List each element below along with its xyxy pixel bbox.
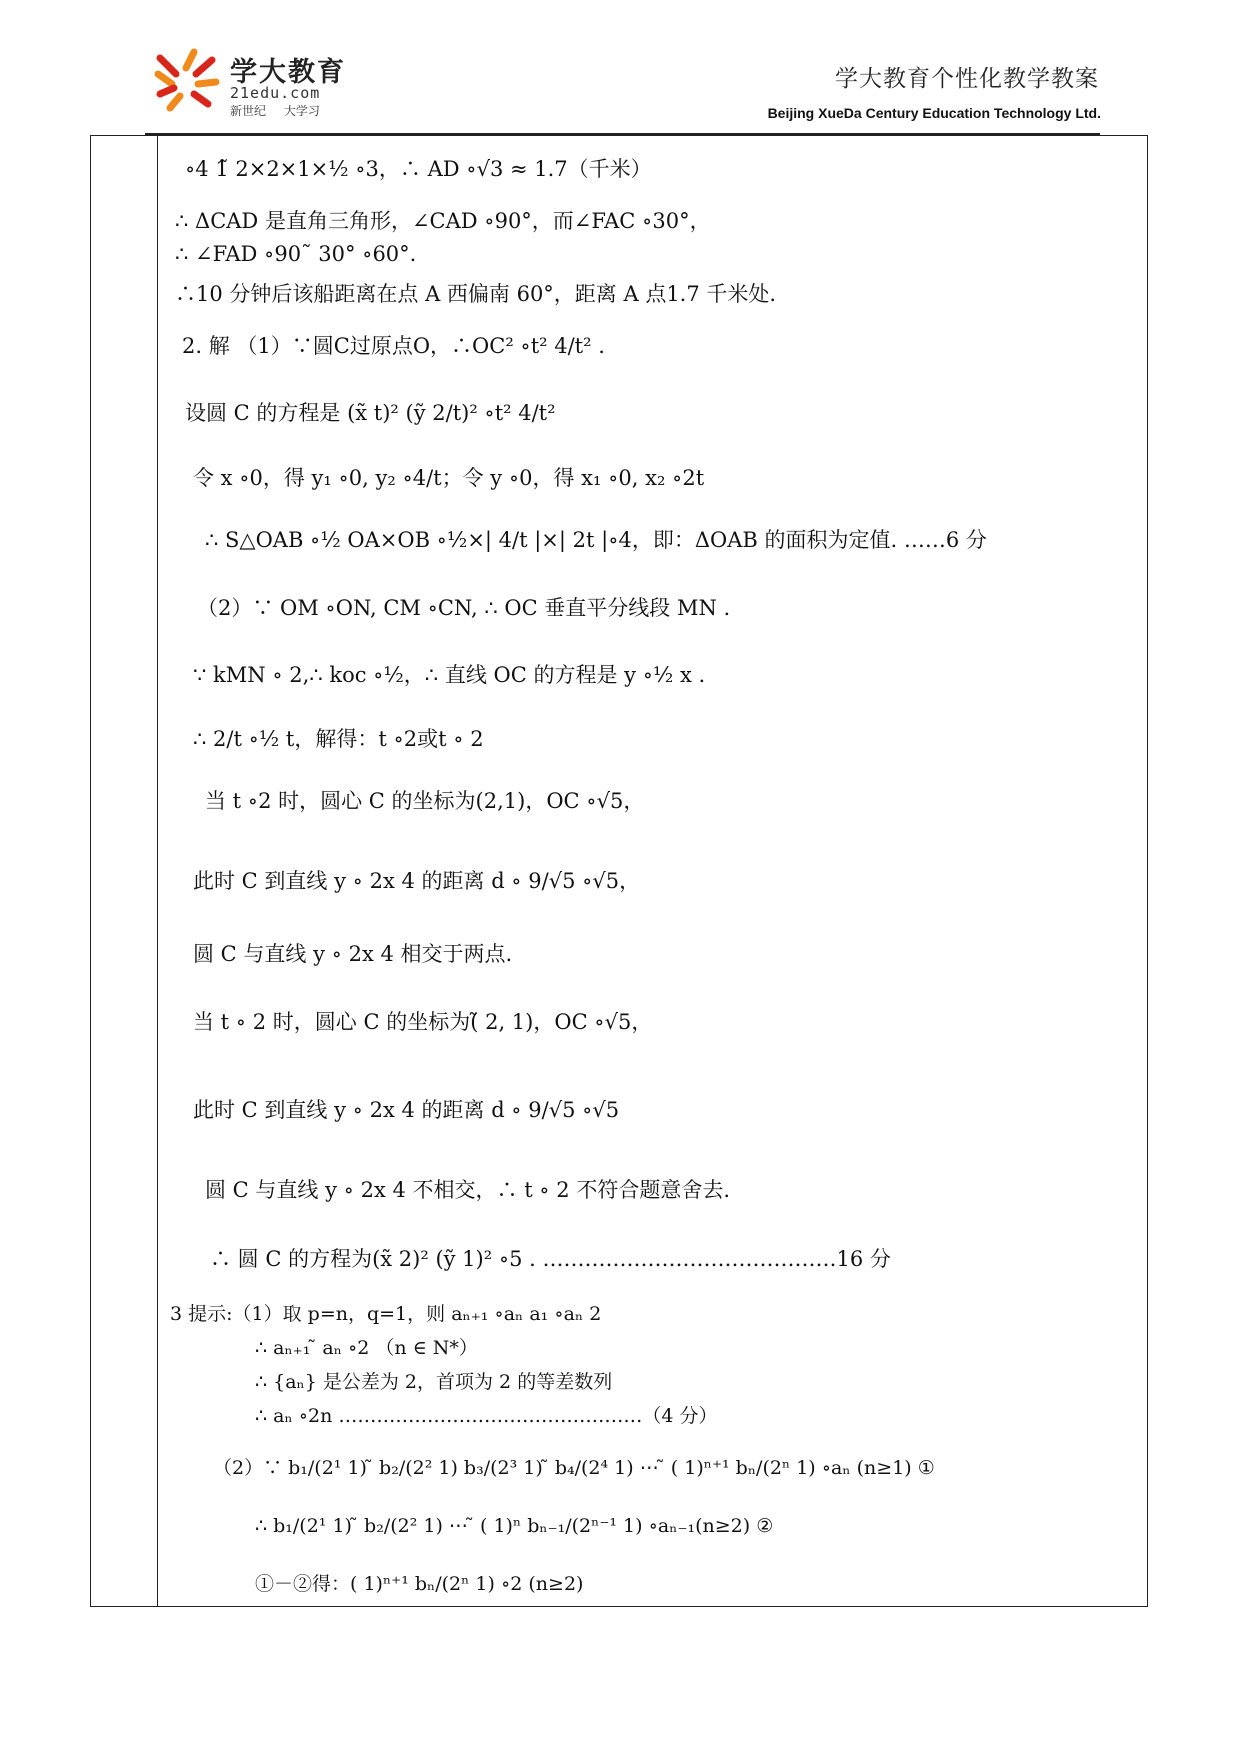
solution-line: ∴ 2/t ∘½ t，解得：t ∘2或t ∘ 2 <box>193 727 484 751</box>
solution-line: 圆 C 与直线 y ∘ 2x 4 相交于两点. <box>193 942 513 966</box>
solution-line: ∘4 1̃ 2×2×1×½ ∘3，∴ AD ∘√3 ≈ 1.7（千米） <box>185 157 652 181</box>
solution-line: 当 t ∘ 2 时，圆心 C 的坐标为(̃ 2, 1)，OC ∘√5， <box>193 1010 653 1034</box>
solution-line: ∴ {aₙ} 是公差为 2，首项为 2 的等差数列 <box>255 1371 613 1393</box>
logo-url: 21edu.com <box>230 84 321 102</box>
solution-line: （2）∵ b₁/(2¹ 1) ̃ b₂/(2² 1) b₃/(2³ 1) ̃ b₄/(2⁴ 1) ⋯ ̃ ( 1)ⁿ⁺¹ bₙ/(2ⁿ 1) ∘aₙ (n≥1) ① <box>213 1457 935 1479</box>
page-header <box>0 0 1241 140</box>
solution-line: ∴10 分钟后该船距离在点 A 西偏南 60°，距离 A 点1.7 千米处. <box>175 282 777 306</box>
solution-line: ∴ 圆 C 的方程为(x̃ 2)² (ỹ 1)² ∘5 . ……………………………………16 分 <box>210 1247 891 1271</box>
solution-line: ∴ ∠FAD ∘90˜ 30° ∘60°. <box>175 242 417 266</box>
solution-line: 令 x ∘0，得 y₁ ∘0, y₂ ∘4/t；令 y ∘0，得 x₁ ∘0, x₂ ∘2t <box>193 466 705 490</box>
solution-line: ∴ ΔCAD 是直角三角形，∠CAD ∘90°，而∠FAC ∘30°， <box>175 209 711 233</box>
solution-line: ∴ aₙ₊₁ ̃ aₙ ∘2 （n ∈ N*） <box>255 1337 478 1359</box>
xueda-logo-mark-icon <box>150 44 222 116</box>
solution-line: ∴ aₙ ∘2n …………………………………………（4 分） <box>255 1405 718 1427</box>
xueda-logo <box>150 44 360 124</box>
solution-line: ①－②得：( 1)ⁿ⁺¹ bₙ/(2ⁿ 1) ∘2 (n≥2) <box>255 1573 584 1595</box>
solution-line: （2）∵ OM ∘ON, CM ∘CN, ∴ OC 垂直平分线段 MN . <box>197 596 731 620</box>
logo-name: 学大教育 <box>230 57 346 88</box>
solution-line: ∴ S△OAB ∘½ OA×OB ∘½×| 4/t |×| 2t |∘4，即：ΔOAB 的面积为定值. ……6 分 <box>205 528 987 552</box>
solution-line: ∵ kMN ∘ 2,∴ koc ∘½，∴ 直线 OC 的方程是 y ∘½ x . <box>193 663 706 687</box>
solution-line: 此时 C 到直线 y ∘ 2x 4 的距离 d ∘ 9/√5 ∘√5 <box>193 1098 620 1122</box>
solution-line: 圆 C 与直线 y ∘ 2x 4 不相交，∴ t ∘ 2 不符合题意舍去. <box>205 1178 730 1202</box>
table-column-divider <box>157 135 158 1607</box>
solution-line: 设圆 C 的方程是 (x̃ t)² (ỹ 2/t)² ∘t² 4/t² <box>185 401 556 425</box>
header-title: 学大教育个性化教学教案 <box>835 66 1099 92</box>
solution-line: 2. 解 （1）∵圆C过原点O，∴OC² ∘t² 4/t² . <box>182 334 605 358</box>
solution-line: 此时 C 到直线 y ∘ 2x 4 的距离 d ∘ 9/√5 ∘√5， <box>193 869 641 893</box>
solution-line: 3 提示:（1）取 p=n，q=1，则 aₙ₊₁ ∘aₙ a₁ ∘aₙ 2 <box>170 1303 602 1325</box>
logo-slogan: 新世纪 大学习 <box>230 104 320 118</box>
header-subtitle: Beijing XueDa Century Education Technology Ltd. <box>767 105 1101 121</box>
solution-line: ∴ b₁/(2¹ 1) ̃ b₂/(2² 1) ⋯ ̃ ( 1)ⁿ bₙ₋₁/(2ⁿ⁻¹ 1) ∘aₙ₋₁(n≥2) ② <box>255 1515 774 1537</box>
solution-line: 当 t ∘2 时，圆心 C 的坐标为(2,1)，OC ∘√5， <box>205 789 645 813</box>
